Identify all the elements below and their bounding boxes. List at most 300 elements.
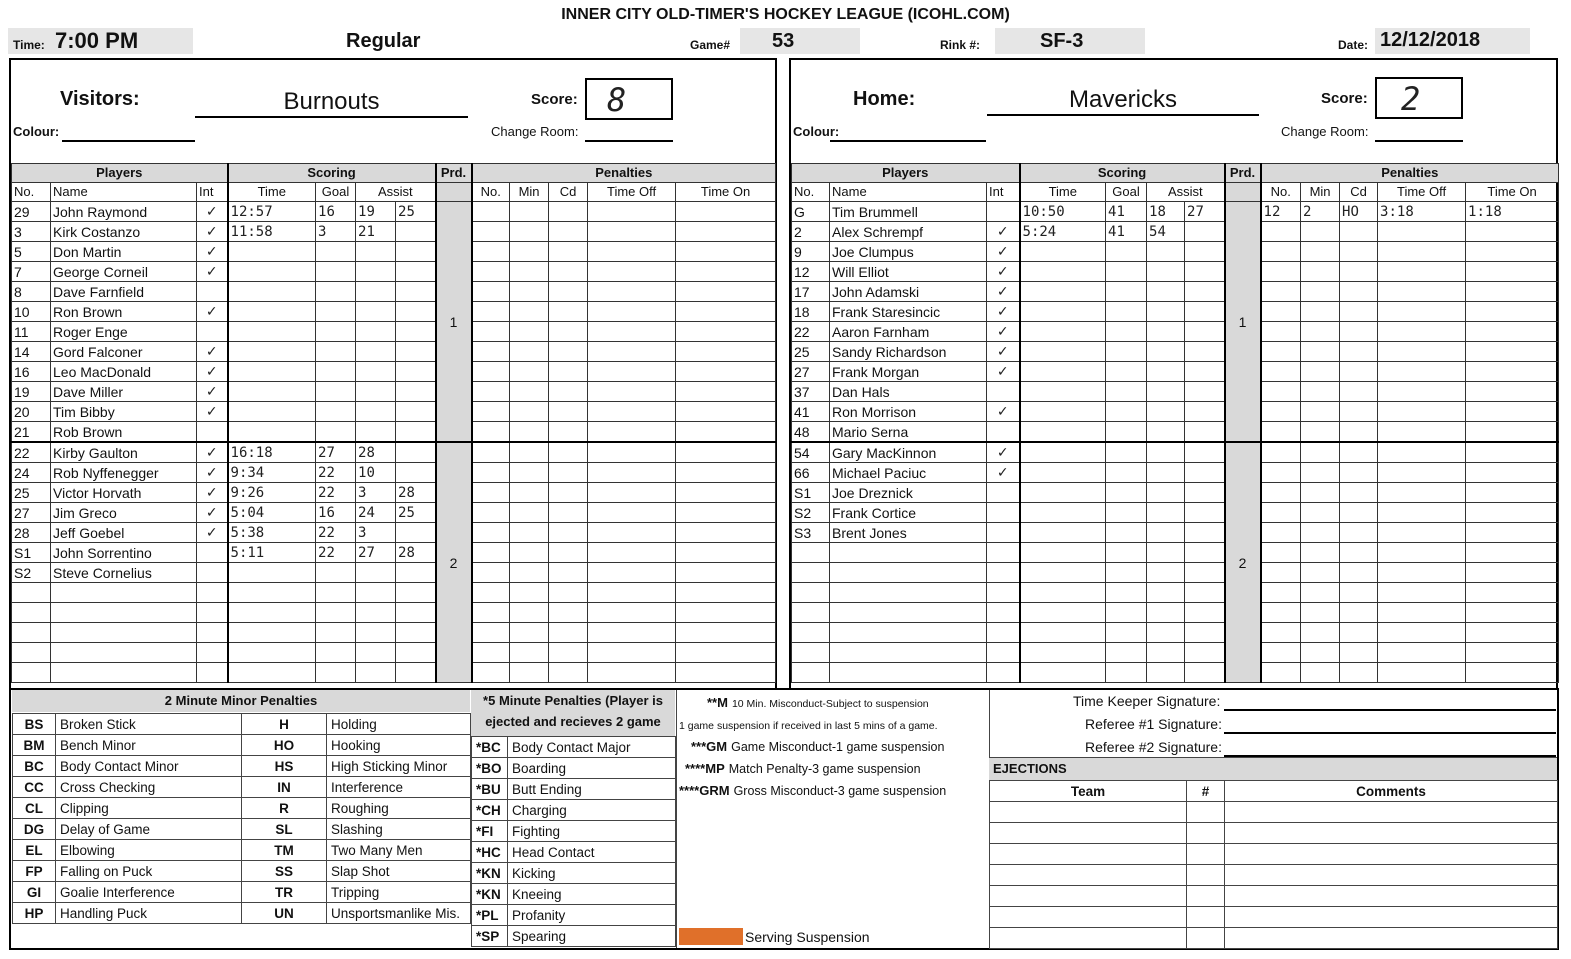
visitors-goal-scorer[interactable]: 3 [316,222,356,242]
visitors-change-room-line[interactable] [585,140,673,142]
visitors-penalty-code[interactable] [549,623,588,643]
home-player-name[interactable]: Tim Brummell [830,202,987,222]
visitors-player-number[interactable] [12,583,51,603]
home-penalty-code[interactable] [1340,322,1378,342]
visitors-penalty-time-off[interactable] [588,603,676,623]
visitors-penalty-time-off[interactable] [588,523,676,543]
home-penalty-minutes[interactable] [1301,623,1340,643]
visitors-assist-2[interactable]: 25 [396,202,436,222]
ejection-number[interactable] [1187,865,1225,886]
visitors-penalty-time-off[interactable] [588,302,676,322]
visitors-penalty-number[interactable] [472,402,510,422]
visitors-penalty-minutes[interactable] [510,282,549,302]
home-penalty-number[interactable] [1261,643,1301,663]
home-penalty-time-on[interactable] [1466,402,1559,422]
home-penalty-minutes[interactable] [1301,362,1340,382]
home-player-int[interactable] [987,503,1020,523]
visitors-player-number[interactable]: 3 [12,222,51,242]
home-penalty-number[interactable] [1261,282,1301,302]
visitors-assist-1[interactable]: 27 [356,543,396,563]
home-penalty-time-off[interactable] [1378,222,1466,242]
home-player-name[interactable]: John Adamski [830,282,987,302]
visitors-goal-time[interactable] [228,322,316,342]
visitors-penalty-code[interactable] [549,262,588,282]
home-assist-1[interactable]: 18 [1147,202,1185,222]
visitors-player-number[interactable]: 28 [12,523,51,543]
visitors-goal-time[interactable]: 16:18 [228,442,316,463]
home-player-number[interactable]: 37 [792,382,830,402]
home-assist-2[interactable] [1185,643,1225,663]
home-penalty-time-off[interactable] [1378,282,1466,302]
home-penalty-time-on[interactable] [1466,442,1559,463]
home-assist-2[interactable] [1185,362,1225,382]
visitors-penalty-time-on[interactable] [676,242,776,262]
visitors-team-name[interactable]: Burnouts [195,88,468,118]
home-penalty-time-on[interactable] [1466,523,1559,543]
home-goal-scorer[interactable] [1106,643,1147,663]
home-penalty-code[interactable] [1340,563,1378,583]
home-assist-1[interactable] [1147,342,1185,362]
home-penalty-time-on[interactable] [1466,623,1559,643]
visitors-goal-time[interactable] [228,643,316,663]
home-assist-1[interactable] [1147,483,1185,503]
home-goal-time[interactable] [1020,322,1106,342]
home-penalty-code[interactable] [1340,623,1378,643]
home-player-name[interactable]: Frank Staresincic [830,302,987,322]
visitors-penalty-number[interactable] [472,463,510,483]
visitors-penalty-minutes[interactable] [510,442,549,463]
home-player-number[interactable]: 2 [792,222,830,242]
home-penalty-number[interactable] [1261,322,1301,342]
home-penalty-minutes[interactable]: 2 [1301,202,1340,222]
home-penalty-number[interactable] [1261,563,1301,583]
home-penalty-minutes[interactable] [1301,422,1340,443]
home-penalty-minutes[interactable] [1301,563,1340,583]
home-player-name[interactable]: Frank Morgan [830,362,987,382]
visitors-player-number[interactable]: 20 [12,402,51,422]
visitors-player-name[interactable]: Jeff Goebel [51,523,197,543]
visitors-player-number[interactable]: 8 [12,282,51,302]
visitors-goal-time[interactable] [228,563,316,583]
home-penalty-minutes[interactable] [1301,242,1340,262]
visitors-player-name[interactable]: Kirk Costanzo [51,222,197,242]
visitors-goal-time[interactable] [228,342,316,362]
visitors-goal-scorer[interactable] [316,402,356,422]
visitors-penalty-number[interactable] [472,362,510,382]
visitors-penalty-number[interactable] [472,282,510,302]
visitors-penalty-time-on[interactable] [676,583,776,603]
ejection-number[interactable] [1187,823,1225,844]
visitors-assist-2[interactable] [396,563,436,583]
visitors-player-name[interactable]: Kirby Gaulton [51,442,197,463]
visitors-penalty-minutes[interactable] [510,643,549,663]
home-penalty-minutes[interactable] [1301,322,1340,342]
visitors-penalty-code[interactable] [549,342,588,362]
home-penalty-code[interactable] [1340,483,1378,503]
visitors-player-name[interactable]: Leo MacDonald [51,362,197,382]
visitors-penalty-number[interactable] [472,302,510,322]
visitors-goal-scorer[interactable]: 16 [316,503,356,523]
visitors-goal-time[interactable] [228,362,316,382]
visitors-penalty-time-off[interactable] [588,623,676,643]
visitors-penalty-number[interactable] [472,422,510,443]
visitors-assist-1[interactable] [356,362,396,382]
visitors-player-int[interactable] [197,322,228,342]
visitors-penalty-code[interactable] [549,202,588,222]
home-player-int[interactable] [987,543,1020,563]
ejection-number[interactable] [1187,802,1225,823]
visitors-player-int[interactable] [197,643,228,663]
home-penalty-time-off[interactable] [1378,583,1466,603]
visitors-penalty-code[interactable] [549,543,588,563]
visitors-assist-1[interactable] [356,342,396,362]
visitors-player-number[interactable]: 22 [12,442,51,463]
home-penalty-time-on[interactable] [1466,603,1559,623]
visitors-assist-2[interactable] [396,623,436,643]
visitors-assist-2[interactable] [396,282,436,302]
home-goal-time[interactable] [1020,402,1106,422]
home-player-int[interactable] [987,483,1020,503]
home-penalty-number[interactable] [1261,262,1301,282]
visitors-player-int[interactable]: ✓ [197,503,228,523]
visitors-penalty-number[interactable] [472,503,510,523]
visitors-penalty-number[interactable] [472,603,510,623]
home-score-box[interactable]: 2 [1375,77,1463,119]
home-player-name[interactable] [830,643,987,663]
home-penalty-time-on[interactable] [1466,222,1559,242]
home-assist-2[interactable] [1185,242,1225,262]
home-penalty-code[interactable] [1340,382,1378,402]
home-assist-2[interactable] [1185,442,1225,463]
visitors-assist-1[interactable] [356,583,396,603]
home-penalty-time-off[interactable] [1378,503,1466,523]
visitors-player-name[interactable]: Roger Enge [51,322,197,342]
visitors-penalty-minutes[interactable] [510,342,549,362]
home-goal-time[interactable] [1020,523,1106,543]
visitors-player-name[interactable]: John Sorrentino [51,543,197,563]
visitors-player-name[interactable]: Rob Brown [51,422,197,443]
visitors-player-int[interactable] [197,623,228,643]
visitors-penalty-time-on[interactable] [676,442,776,463]
home-penalty-code[interactable] [1340,543,1378,563]
visitors-assist-1[interactable]: 24 [356,503,396,523]
home-assist-2[interactable] [1185,563,1225,583]
visitors-goal-time[interactable] [228,623,316,643]
home-player-int[interactable] [987,603,1020,623]
home-player-int[interactable]: ✓ [987,442,1020,463]
visitors-goal-time[interactable] [228,603,316,623]
home-player-name[interactable]: Joe Clumpus [830,242,987,262]
home-goal-scorer[interactable] [1106,442,1147,463]
home-penalty-number[interactable] [1261,463,1301,483]
visitors-penalty-time-off[interactable] [588,202,676,222]
home-player-name[interactable]: Frank Cortice [830,503,987,523]
home-assist-1[interactable] [1147,422,1185,443]
home-penalty-minutes[interactable] [1301,342,1340,362]
home-penalty-number[interactable] [1261,623,1301,643]
visitors-goal-scorer[interactable]: 22 [316,523,356,543]
timekeeper-signature-line[interactable] [1224,709,1556,711]
visitors-goal-time[interactable]: 9:34 [228,463,316,483]
visitors-assist-2[interactable] [396,262,436,282]
home-penalty-code[interactable] [1340,402,1378,422]
visitors-player-int[interactable]: ✓ [197,202,228,222]
home-penalty-minutes[interactable] [1301,523,1340,543]
home-assist-1[interactable] [1147,603,1185,623]
home-player-name[interactable] [830,663,987,683]
visitors-player-int[interactable]: ✓ [197,442,228,463]
home-penalty-number[interactable] [1261,523,1301,543]
home-assist-2[interactable] [1185,583,1225,603]
visitors-penalty-minutes[interactable] [510,583,549,603]
visitors-assist-2[interactable] [396,663,436,683]
home-goal-time[interactable] [1020,262,1106,282]
visitors-goal-scorer[interactable]: 16 [316,202,356,222]
visitors-penalty-time-off[interactable] [588,563,676,583]
home-player-name[interactable] [830,623,987,643]
visitors-penalty-minutes[interactable] [510,402,549,422]
visitors-player-number[interactable] [12,643,51,663]
home-player-number[interactable]: 54 [792,442,830,463]
home-goal-scorer[interactable] [1106,603,1147,623]
visitors-goal-scorer[interactable] [316,322,356,342]
home-penalty-minutes[interactable] [1301,442,1340,463]
visitors-player-int[interactable]: ✓ [197,402,228,422]
home-player-int[interactable]: ✓ [987,282,1020,302]
visitors-penalty-code[interactable] [549,242,588,262]
home-player-name[interactable]: Gary MacKinnon [830,442,987,463]
home-penalty-minutes[interactable] [1301,463,1340,483]
home-penalty-minutes[interactable] [1301,543,1340,563]
home-penalty-minutes[interactable] [1301,382,1340,402]
home-assist-1[interactable] [1147,282,1185,302]
visitors-player-number[interactable]: 24 [12,463,51,483]
home-goal-time[interactable] [1020,342,1106,362]
visitors-penalty-code[interactable] [549,463,588,483]
visitors-player-name[interactable]: Dave Miller [51,382,197,402]
visitors-penalty-time-on[interactable] [676,603,776,623]
home-player-name[interactable]: Brent Jones [830,523,987,543]
home-goal-time[interactable] [1020,242,1106,262]
visitors-assist-2[interactable]: 25 [396,503,436,523]
home-penalty-time-on[interactable] [1466,322,1559,342]
home-assist-1[interactable] [1147,503,1185,523]
visitors-penalty-minutes[interactable] [510,503,549,523]
visitors-player-number[interactable]: S2 [12,563,51,583]
home-goal-scorer[interactable] [1106,242,1147,262]
home-player-int[interactable]: ✓ [987,242,1020,262]
visitors-penalty-minutes[interactable] [510,523,549,543]
visitors-assist-1[interactable] [356,282,396,302]
home-goal-time[interactable] [1020,503,1106,523]
visitors-penalty-time-off[interactable] [588,583,676,603]
home-goal-time[interactable] [1020,663,1106,683]
visitors-player-int[interactable] [197,603,228,623]
home-player-name[interactable] [830,563,987,583]
visitors-penalty-minutes[interactable] [510,603,549,623]
visitors-assist-1[interactable] [356,262,396,282]
home-goal-scorer[interactable] [1106,463,1147,483]
home-player-int[interactable]: ✓ [987,222,1020,242]
visitors-assist-1[interactable] [356,563,396,583]
home-penalty-time-on[interactable] [1466,643,1559,663]
visitors-assist-2[interactable]: 28 [396,543,436,563]
home-goal-scorer[interactable] [1106,322,1147,342]
home-player-name[interactable]: Mario Serna [830,422,987,443]
visitors-goal-scorer[interactable]: 22 [316,543,356,563]
home-assist-1[interactable] [1147,402,1185,422]
visitors-assist-1[interactable] [356,382,396,402]
visitors-penalty-time-off[interactable] [588,442,676,463]
visitors-penalty-code[interactable] [549,523,588,543]
visitors-penalty-time-off[interactable] [588,503,676,523]
visitors-penalty-time-off[interactable] [588,262,676,282]
visitors-player-name[interactable]: Don Martin [51,242,197,262]
visitors-penalty-time-off[interactable] [588,322,676,342]
visitors-penalty-time-off[interactable] [588,342,676,362]
ejection-number[interactable] [1187,907,1225,928]
ejection-comments[interactable] [1225,802,1558,823]
home-player-int[interactable]: ✓ [987,342,1020,362]
visitors-penalty-number[interactable] [472,623,510,643]
visitors-player-int[interactable]: ✓ [197,302,228,322]
visitors-penalty-minutes[interactable] [510,463,549,483]
home-penalty-minutes[interactable] [1301,643,1340,663]
visitors-penalty-number[interactable] [472,523,510,543]
visitors-penalty-time-on[interactable] [676,322,776,342]
visitors-player-name[interactable]: George Corneil [51,262,197,282]
visitors-penalty-minutes[interactable] [510,543,549,563]
visitors-goal-time[interactable] [228,282,316,302]
visitors-player-number[interactable]: 29 [12,202,51,222]
home-goal-time[interactable] [1020,543,1106,563]
home-assist-1[interactable] [1147,242,1185,262]
visitors-colour-line[interactable] [62,140,195,142]
visitors-player-int[interactable] [197,663,228,683]
home-goal-scorer[interactable] [1106,262,1147,282]
home-penalty-time-off[interactable] [1378,322,1466,342]
home-penalty-time-on[interactable] [1466,663,1559,683]
home-player-int[interactable] [987,663,1020,683]
home-penalty-time-off[interactable] [1378,422,1466,443]
visitors-penalty-number[interactable] [472,382,510,402]
home-assist-2[interactable] [1185,382,1225,402]
visitors-goal-time[interactable]: 5:11 [228,543,316,563]
home-penalty-time-off[interactable] [1378,663,1466,683]
home-assist-1[interactable] [1147,543,1185,563]
home-goal-scorer[interactable] [1106,382,1147,402]
visitors-goal-scorer[interactable] [316,643,356,663]
home-assist-1[interactable] [1147,523,1185,543]
visitors-penalty-number[interactable] [472,222,510,242]
home-player-number[interactable]: S3 [792,523,830,543]
visitors-penalty-code[interactable] [549,322,588,342]
home-penalty-time-off[interactable] [1378,242,1466,262]
visitors-player-number[interactable]: 5 [12,242,51,262]
home-colour-line[interactable] [830,140,986,142]
visitors-goal-time[interactable]: 9:26 [228,483,316,503]
visitors-assist-2[interactable] [396,603,436,623]
ejection-number[interactable] [1187,928,1225,949]
home-goal-time[interactable] [1020,603,1106,623]
home-assist-1[interactable] [1147,463,1185,483]
visitors-goal-time[interactable] [228,382,316,402]
visitors-player-name[interactable]: John Raymond [51,202,197,222]
home-player-int[interactable]: ✓ [987,463,1020,483]
visitors-penalty-minutes[interactable] [510,302,549,322]
visitors-penalty-time-on[interactable] [676,302,776,322]
home-penalty-number[interactable] [1261,242,1301,262]
home-penalty-code[interactable] [1340,663,1378,683]
visitors-penalty-minutes[interactable] [510,563,549,583]
home-player-int[interactable]: ✓ [987,322,1020,342]
visitors-player-int[interactable]: ✓ [197,342,228,362]
visitors-penalty-time-off[interactable] [588,282,676,302]
home-assist-2[interactable] [1185,342,1225,362]
visitors-assist-1[interactable] [356,402,396,422]
home-player-name[interactable]: Will Elliot [830,262,987,282]
visitors-penalty-time-off[interactable] [588,382,676,402]
visitors-penalty-minutes[interactable] [510,663,549,683]
home-goal-scorer[interactable] [1106,503,1147,523]
visitors-player-name[interactable]: Jim Greco [51,503,197,523]
home-goal-scorer[interactable] [1106,302,1147,322]
visitors-player-int[interactable] [197,282,228,302]
home-player-number[interactable]: S1 [792,483,830,503]
visitors-penalty-number[interactable] [472,322,510,342]
visitors-player-name[interactable]: Rob Nyffenegger [51,463,197,483]
home-goal-time[interactable] [1020,422,1106,443]
visitors-penalty-minutes[interactable] [510,242,549,262]
visitors-penalty-time-on[interactable] [676,222,776,242]
home-penalty-time-off[interactable] [1378,563,1466,583]
visitors-penalty-time-off[interactable] [588,643,676,663]
visitors-goal-time[interactable] [228,302,316,322]
visitors-penalty-minutes[interactable] [510,623,549,643]
home-penalty-number[interactable] [1261,543,1301,563]
home-penalty-code[interactable] [1340,242,1378,262]
visitors-penalty-code[interactable] [549,422,588,443]
visitors-penalty-minutes[interactable] [510,422,549,443]
home-goal-scorer[interactable] [1106,422,1147,443]
visitors-penalty-time-on[interactable] [676,463,776,483]
visitors-goal-scorer[interactable] [316,282,356,302]
visitors-player-name[interactable] [51,603,197,623]
ejection-comments[interactable] [1225,928,1558,949]
home-penalty-minutes[interactable] [1301,282,1340,302]
visitors-penalty-code[interactable] [549,643,588,663]
home-penalty-time-on[interactable] [1466,302,1559,322]
visitors-goal-scorer[interactable] [316,583,356,603]
visitors-assist-1[interactable] [356,623,396,643]
visitors-player-name[interactable] [51,623,197,643]
visitors-penalty-code[interactable] [549,282,588,302]
visitors-goal-scorer[interactable] [316,563,356,583]
home-penalty-time-off[interactable] [1378,302,1466,322]
home-penalty-code[interactable] [1340,422,1378,443]
visitors-penalty-code[interactable] [549,402,588,422]
home-assist-2[interactable] [1185,543,1225,563]
home-penalty-minutes[interactable] [1301,222,1340,242]
visitors-goal-scorer[interactable] [316,663,356,683]
home-player-number[interactable]: 12 [792,262,830,282]
visitors-player-int[interactable] [197,583,228,603]
home-goal-time[interactable] [1020,362,1106,382]
visitors-assist-1[interactable]: 28 [356,442,396,463]
home-penalty-time-off[interactable] [1378,382,1466,402]
visitors-assist-1[interactable]: 21 [356,222,396,242]
visitors-player-int[interactable]: ✓ [197,483,228,503]
